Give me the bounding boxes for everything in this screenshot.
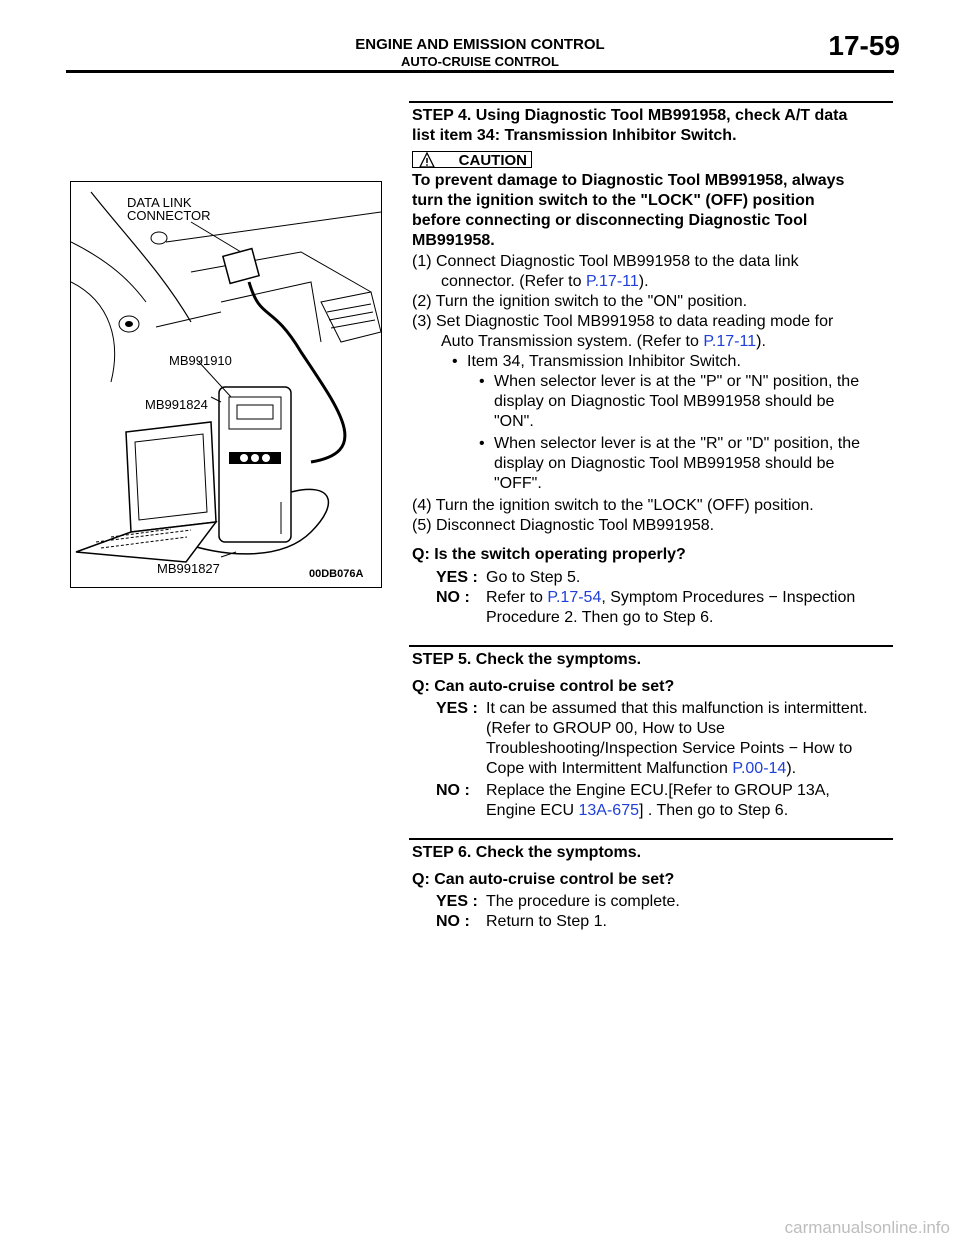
- step4-sub1-line2: connector. (Refer to P.17-11).: [441, 273, 649, 290]
- step4-sub1-line1: (1) Connect Diagnostic Tool MB991958 to the data link: [412, 253, 799, 270]
- step4-question: Q: Is the switch operating properly?: [412, 546, 686, 563]
- step6-no-label: NO :: [436, 913, 470, 930]
- caution-line3: before connecting or disconnecting Diagnostic Tool: [412, 212, 808, 229]
- subsection-title: AUTO-CRUISE CONTROL: [401, 54, 559, 69]
- label-mb991910: MB991910: [169, 353, 232, 368]
- ref-link-p17-11-a[interactable]: P.17-11: [585, 273, 639, 290]
- step4-sub5: (5) Disconnect Diagnostic Tool MB991958.: [412, 517, 715, 534]
- figure-illustration: [71, 182, 381, 587]
- step5-yes-line3: Troubleshooting/Inspection Service Points − How to: [486, 740, 853, 757]
- label-data-link-line1: DATA LINK: [127, 195, 192, 210]
- step5-title: STEP 5. Check the symptoms.: [412, 651, 642, 668]
- step5-question: Q: Can auto-cruise control be set?: [412, 678, 675, 695]
- step4-sub3-line1: (3) Set Diagnostic Tool MB991958 to data reading mode for: [412, 313, 834, 330]
- caution-box: [412, 151, 532, 168]
- step5-no-label: NO :: [436, 782, 470, 799]
- section-title: ENGINE AND EMISSION CONTROL: [355, 36, 605, 53]
- step4-rule: [409, 101, 893, 103]
- label-data-link-line2: CONNECTOR: [127, 208, 211, 223]
- sub-bullet2-line1: When selector lever is at the "R" or "D" position, the: [494, 435, 860, 452]
- ref-link-p00-14[interactable]: P.00-14: [732, 760, 787, 777]
- ref-link-p17-54[interactable]: P.17-54: [547, 589, 602, 606]
- label-mb991824: MB991824: [145, 397, 208, 412]
- step5-yes-line2: (Refer to GROUP 00, How to Use: [486, 720, 725, 737]
- step5-rule: [409, 645, 893, 647]
- step4-sub3-line2: Auto Transmission system. (Refer to P.17-11).: [441, 333, 766, 350]
- item-34: Item 34, Transmission Inhibitor Switch.: [467, 353, 741, 370]
- step4-yes-text: Go to Step 5.: [486, 569, 581, 586]
- ref-link-p17-11-b[interactable]: P.17-11: [703, 333, 757, 350]
- warning-icon: [419, 152, 435, 168]
- caution-line2: turn the ignition switch to the "LOCK" (OFF) position: [412, 192, 815, 209]
- step4-no-line1: Refer to P.17-54, Symptom Procedures − Inspection: [486, 589, 856, 606]
- bullet-icon: •: [452, 353, 458, 370]
- step5-no-line2: Engine ECU 13A-675] . Then go to Step 6.: [486, 802, 789, 819]
- figure-code: 00DB076A: [309, 568, 364, 580]
- sub-bullet1-line3: "ON".: [494, 413, 534, 430]
- step4-no-line2: Procedure 2. Then go to Step 6.: [486, 609, 714, 626]
- step4-title-line1: STEP 4. Using Diagnostic Tool MB991958, check A/T data: [412, 107, 848, 124]
- step6-rule: [409, 838, 893, 840]
- step4-sub2: (2) Turn the ignition switch to the "ON" position.: [412, 293, 748, 310]
- step4-sub4: (4) Turn the ignition switch to the "LOCK" (OFF) position.: [412, 497, 814, 514]
- sub-bullet2-line2: display on Diagnostic Tool MB991958 should be: [494, 455, 835, 472]
- bullet-icon: •: [479, 435, 485, 452]
- step5-yes-line1: It can be assumed that this malfunction is intermittent.: [486, 700, 868, 717]
- caution-line1: To prevent damage to Diagnostic Tool MB991958, always: [412, 172, 845, 189]
- step6-question: Q: Can auto-cruise control be set?: [412, 871, 675, 888]
- step5-yes-line4: Cope with Intermittent Malfunction P.00-14).: [486, 760, 797, 777]
- step4-yes-label: YES :: [436, 569, 478, 586]
- step6-yes-text: The procedure is complete.: [486, 893, 680, 910]
- step4-title-line2: list item 34: Transmission Inhibitor Switch.: [412, 127, 737, 144]
- sub-bullet1-line2: display on Diagnostic Tool MB991958 should be: [494, 393, 835, 410]
- ref-link-13a-675[interactable]: 13A-675: [578, 802, 639, 819]
- label-mb991827: MB991827: [157, 561, 220, 576]
- sub-bullet2-line3: "OFF".: [494, 475, 542, 492]
- caution-label: CAUTION: [458, 152, 527, 169]
- step6-title: STEP 6. Check the symptoms.: [412, 844, 642, 861]
- page-number: 17-59: [828, 30, 900, 61]
- sub-bullet1-line1: When selector lever is at the "P" or "N" position, the: [494, 373, 860, 390]
- bullet-icon: •: [479, 373, 485, 390]
- header-rule: [66, 70, 894, 73]
- step6-yes-label: YES :: [436, 893, 478, 910]
- step6-no-text: Return to Step 1.: [486, 913, 607, 930]
- step5-yes-label: YES :: [436, 700, 478, 717]
- caution-line4: MB991958.: [412, 232, 495, 249]
- diagnostic-connection-figure: [70, 181, 382, 588]
- step5-no-line1: Replace the Engine ECU.[Refer to GROUP 13A,: [486, 782, 830, 799]
- watermark: carmanualsonline.info: [784, 1218, 950, 1237]
- step4-no-label: NO :: [436, 589, 470, 606]
